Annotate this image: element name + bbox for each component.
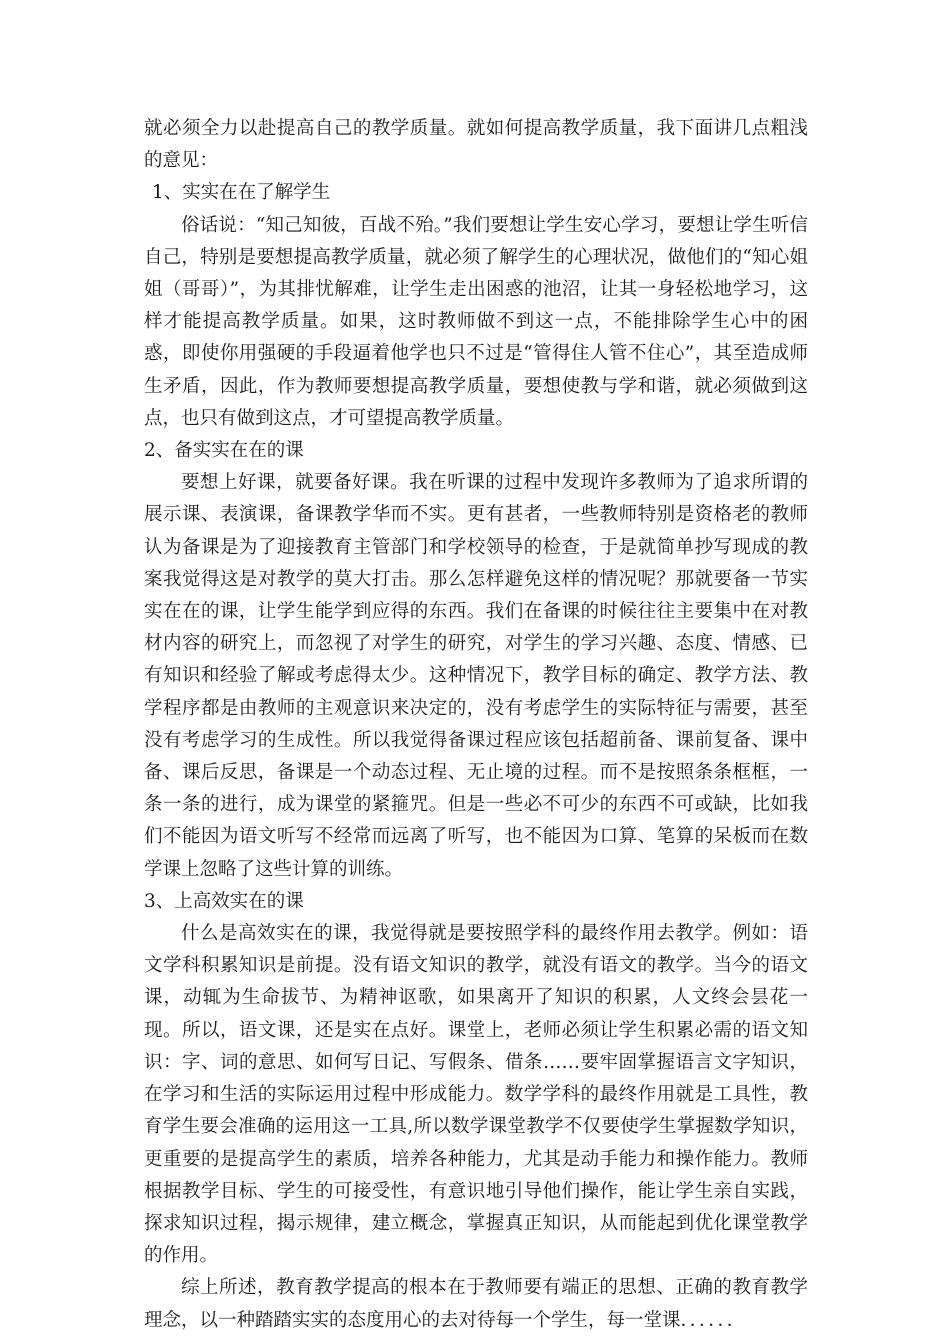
section-heading-3: 3、上高效实在的课	[144, 890, 304, 912]
section-paragraph-1: 俗话说：“知己知彼，百战不殆。”我们要想让学生安心学习，要想让学生听信自己，特别是要想提高教学质量，就必须了解学生的心理状况，做他们的“知心姐姐（哥哥）”，为其排忧解难，让学生走出困惑的池沼，让其一身轻松地学习，这样才能提高教学质量。如果，这时教师做不到这一点，不能排除学生心中的困惑，即使你用强硬的手段逼着他学也只不过是“管得住人管不住心”，其至造成师生矛盾，因此，作为教师要想提高教学质量，要想使教与学和谐，就必须做到这点，也只有做到这点，才可望提高教学质量。	[144, 214, 808, 429]
document-body	[144, 113, 808, 1337]
section-paragraph-3: 什么是高效实在的课，我觉得就是要按照学科的最终作用去教学。例如：语文学科积累知识是前提。没有语文知识的教学，就没有语文的教学。当今的语文课，动辄为生命拔节、为精神讴歌，如果离开了知识的积累，人文终会昙花一现。所以，语文课，还是实在点好。课堂上，老师必须让学生积累必需的语文知识：字、词的意思、如何写日记、写假条、借条……要牢固掌握语言文字知识，在学习和生活的实际运用过程中形成能力。数学学科的最终作用就是工具性，教育学生要会准确的运用这一工具,所以数学课堂教学不仅要使学生掌握数学知识，更重要的是提高学生的素质，培养各种能力，尤其是动手能力和操作能力。教师根据教学目标、学生的可接受性，有意识地引导他们操作，能让学生亲自实践，探求知识过程，揭示规律，建立概念，掌握真正知识，从而能起到优化课堂教学的作用。	[144, 923, 808, 1267]
intro-paragraph: 就必须全力以赴提高自己的教学质量。就如何提高教学质量，我下面讲几点粗浅的意见：	[144, 118, 808, 172]
section-paragraph-2: 要想上好课，就要备好课。我在听课的过程中发现许多教师为了追求所谓的展示课、表演课，备课教学华而不实。更有甚者，一些教师特别是资格老的教师认为备课是为了迎接教育主管部门和学校领导的检查，于是就简单抄写现成的教案我觉得这是对教学的莫大打击。那么怎样避免这样的情况呢？那就要备一节实实在在的课，让学生能学到应得的东西。我们在备课的时候往往主要集中在对教材内容的研究上，而忽视了对学生的研究，对学生的学习兴趣、态度、情感、已有知识和经验了解或考虑得太少。这种情况下，教学目标的确定、教学方法、教学程序都是由教师的主观意识来决定的，没有考虑学生的实际特征与需要，甚至没有考虑学习的生成性。所以我觉得备课过程应该包括超前备、课前复备、课中备、课后反思，备课是一个动态过程、无止境的过程。而不是按照条条框框，一条一条的进行，成为课堂的紧箍咒。但是一些必不可少的东西不可或缺，比如我们不能因为语文听写不经常而远离了听写，也不能因为口算、笔算的呆板而在数学课上忽略了这些计算的训练。	[144, 472, 808, 880]
conclusion-paragraph: 综上所述，教育教学提高的根本在于教师要有端正的思想、正确的教育教学理念，以一种踏踏实实的态度用心的去对待每一个学生，每一堂课．．．．．．	[144, 1277, 808, 1331]
section-heading-1: 1、实实在在了解学生	[152, 182, 331, 204]
section-heading-2: 2、备实实在在的课	[144, 440, 304, 462]
